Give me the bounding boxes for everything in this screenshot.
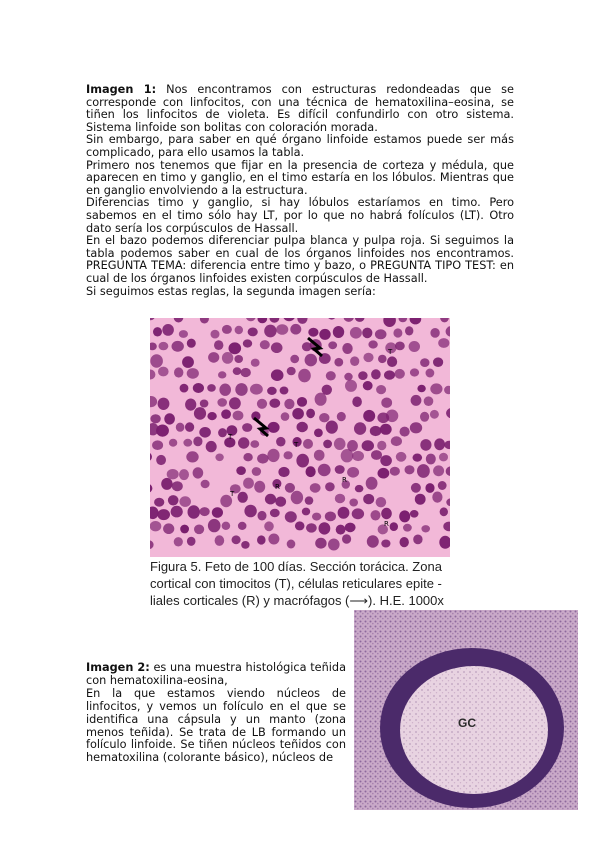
cell-nucleus: [306, 466, 316, 477]
cell-nucleus: [276, 437, 285, 447]
cell-nucleus: [342, 343, 352, 354]
cell-nucleus: [270, 509, 280, 517]
cell-nucleus: [200, 507, 210, 516]
cell-nucleus: [287, 367, 296, 375]
section2-heading: Imagen 2:: [86, 661, 150, 674]
cell-nucleus: [235, 326, 243, 334]
section1-heading: Imagen 1:: [86, 83, 157, 96]
cell-nucleus: [199, 427, 211, 438]
cell-nucleus: [187, 537, 196, 546]
cell-nucleus: [250, 440, 259, 448]
cell-nucleus: [154, 498, 164, 507]
thymus-micrograph-image: [150, 318, 450, 557]
cell-nucleus: [221, 409, 231, 419]
cell-nucleus: [290, 355, 299, 363]
cell-nucleus: [405, 326, 413, 335]
cell-nucleus: [229, 397, 241, 409]
cell-nucleus: [350, 356, 359, 366]
section1-line: En el bazo podemos diferenciar pulpa blanca y pulpa roja. Si seguimos la tabla podemos saber en cual de los órganos linfoides nos encontramos. PREGUNTA TEMA: diferencia entre timo y bazo, o PREGUNTA TIPO TEST: en cual de los órganos linfoides existen corpúsculos de Hassall.: [86, 234, 514, 285]
cell-nucleus: [150, 414, 160, 423]
cell-nucleus: [352, 508, 364, 519]
cell-nucleus: [425, 483, 434, 493]
cell-nucleus: [362, 328, 372, 339]
cell-nucleus: [319, 413, 329, 422]
cell-nucleus: [251, 359, 260, 367]
cell-nucleus: [243, 453, 252, 461]
cell-nucleus: [168, 495, 179, 505]
cell-nucleus: [167, 469, 179, 479]
cell-nucleus: [363, 353, 373, 362]
cell-nucleus: [238, 522, 247, 530]
cell-nucleus: [233, 411, 244, 421]
cell-nucleus: [367, 535, 379, 547]
cell-nucleus: [206, 441, 217, 452]
cell-nucleus: [241, 368, 251, 377]
cell-nucleus: [214, 340, 223, 350]
cell-label: R: [275, 483, 280, 491]
cell-nucleus: [238, 492, 248, 503]
cell-nucleus: [381, 398, 392, 408]
caption-line: Figura 5. Feto de 100 días. Sección torácica. Zona: [150, 559, 442, 574]
cell-nucleus: [417, 385, 425, 393]
cell-nucleus: [410, 422, 422, 433]
cell-nucleus: [349, 499, 358, 507]
cell-nucleus: [201, 480, 210, 488]
cell-nucleus: [325, 482, 335, 491]
cell-nucleus: [433, 357, 443, 367]
cell-nucleus: [188, 505, 200, 519]
cell-nucleus: [433, 465, 444, 476]
cell-nucleus: [156, 425, 169, 437]
cell-nucleus: [182, 356, 194, 368]
cell-nucleus: [410, 368, 419, 376]
cell-nucleus: [434, 438, 445, 450]
cell-nucleus: [424, 396, 434, 406]
cell-nucleus: [430, 328, 439, 338]
cell-nucleus: [185, 422, 194, 432]
cell-nucleus: [233, 367, 242, 375]
section1-line: Primero nos tenemos que fijar en la presencia de corteza y médula, que aparecen en timo y ganglio, en el timo estaría en los lóbulos. Mientras que en ganglio envolviendo a la estructura.: [86, 158, 514, 197]
cell-nucleus: [378, 355, 387, 363]
cell-nucleus: [158, 398, 170, 410]
cell-nucleus: [438, 481, 447, 490]
cell-label: T: [228, 433, 233, 441]
cell-nucleus: [363, 381, 373, 390]
cell-nucleus: [242, 423, 252, 432]
cell-nucleus: [193, 467, 204, 478]
cell-nucleus: [172, 481, 183, 491]
cell-nucleus: [380, 424, 392, 435]
cell-nucleus: [172, 341, 184, 352]
cell-nucleus: [276, 324, 288, 335]
cell-nucleus: [179, 496, 191, 507]
cell-nucleus: [375, 329, 387, 339]
cell-nucleus: [376, 497, 387, 507]
cell-nucleus: [319, 522, 331, 534]
cell-nucleus: [325, 512, 336, 522]
cell-nucleus: [370, 426, 382, 436]
cell-nucleus: [335, 494, 345, 503]
cell-nucleus: [211, 330, 220, 339]
section1-line: Diferencias timo y ganglio, si hay lóbulos estaríamos en timo. Pero sabemos en el timo sólo hay LT, por lo que no habrá folículos (LT). Otro dato sería los corpúsculos de Hassall.: [86, 196, 514, 235]
cell-nucleus: [426, 454, 436, 465]
cell-nucleus: [319, 329, 330, 340]
cell-nucleus: [420, 358, 429, 367]
cell-nucleus: [363, 494, 374, 504]
cell-nucleus: [257, 454, 268, 464]
cell-nucleus: [413, 454, 423, 462]
cell-nucleus: [305, 496, 314, 504]
germinal-center-label: GC: [458, 716, 476, 730]
cell-label: R: [384, 520, 389, 528]
cell-nucleus: [291, 491, 303, 504]
cell-nucleus: [415, 494, 426, 505]
cell-nucleus: [296, 454, 309, 468]
cell-nucleus: [400, 537, 409, 547]
cell-nucleus: [153, 327, 162, 336]
cell-nucleus: [200, 400, 209, 408]
cell-nucleus: [338, 507, 350, 519]
cell-nucleus: [342, 534, 351, 544]
cell-nucleus: [150, 521, 161, 531]
cell-nucleus: [362, 440, 374, 451]
cell-nucleus: [234, 355, 243, 363]
cell-nucleus: [297, 422, 308, 432]
cell-nucleus: [381, 540, 390, 548]
cell-nucleus: [345, 380, 357, 392]
cell-nucleus: [187, 368, 199, 379]
cell-nucleus: [411, 395, 422, 406]
cell-nucleus: [159, 342, 169, 350]
cell-nucleus: [265, 494, 276, 505]
cell-nucleus: [150, 354, 163, 367]
cell-nucleus: [371, 510, 381, 520]
cell-nucleus: [303, 439, 313, 449]
cell-nucleus: [194, 407, 206, 420]
cell-nucleus: [347, 467, 359, 478]
cell-nucleus: [409, 341, 420, 352]
cell-nucleus: [420, 412, 429, 422]
cell-nucleus: [208, 519, 221, 532]
cell-nucleus: [179, 330, 188, 338]
cell-nucleus: [334, 358, 343, 367]
section2-body: En la que estamos viendo núcleos de linfocitos, y vemos un folículo en el que se identifica una cápsula y un manto (zona menos teñida). Se trata de LB formando un folículo linfoide. Se tiñen núcleos teñidos con hematoxilina (colorante básico), núcleos de: [86, 686, 346, 765]
cell-nucleus: [248, 328, 258, 337]
cell-nucleus: [232, 535, 241, 544]
cell-nucleus: [393, 328, 402, 337]
cell-nucleus: [350, 327, 362, 339]
cell-nucleus: [312, 513, 321, 521]
section2-text: [86, 662, 346, 765]
cell-nucleus: [243, 339, 252, 347]
cell-nucleus: [354, 422, 366, 435]
cell-nucleus: [337, 412, 346, 421]
cell-nucleus: [241, 541, 249, 549]
cell-nucleus: [268, 534, 279, 545]
cell-nucleus: [284, 451, 293, 459]
cell-nucleus: [297, 397, 307, 407]
cell-nucleus: [417, 464, 430, 478]
cell-nucleus: [254, 481, 265, 493]
germinal-center-texture: [400, 666, 548, 794]
cell-nucleus: [186, 451, 198, 462]
cell-nucleus: [264, 325, 276, 338]
cell-nucleus: [308, 328, 318, 337]
lymph-follicle-micrograph-image: [354, 610, 578, 810]
cell-nucleus: [218, 428, 227, 437]
caption-line: cortical con timocitos (T), células reticulares epite -: [150, 576, 442, 591]
cell-nucleus: [193, 437, 202, 447]
cell-nucleus: [400, 427, 410, 437]
cell-nucleus: [157, 509, 170, 520]
cell-nucleus: [410, 510, 419, 518]
cell-nucleus: [318, 464, 331, 476]
cell-nucleus: [264, 521, 274, 531]
cell-nucleus: [328, 539, 340, 551]
cell-nucleus: [403, 524, 412, 532]
cell-nucleus: [162, 324, 174, 336]
cell-nucleus: [271, 369, 284, 381]
cell-nucleus: [161, 478, 172, 490]
cell-nucleus: [384, 370, 395, 379]
cell-nucleus: [180, 525, 189, 534]
caption-line: liales corticales (R) y macrófagos (⟶). H.E. 1000x: [150, 593, 444, 608]
cell-nucleus: [185, 399, 196, 411]
cell-nucleus: [183, 439, 192, 447]
cell-nucleus: [218, 371, 226, 378]
cell-nucleus: [280, 387, 289, 395]
cell-nucleus: [158, 367, 169, 377]
cell-label: T: [388, 348, 393, 356]
cell-nucleus: [252, 467, 261, 476]
cell-nucleus: [260, 340, 270, 349]
cell-nucleus: [275, 497, 286, 507]
cell-nucleus: [269, 399, 280, 408]
cell-nucleus: [399, 510, 410, 522]
cell-nucleus: [302, 508, 310, 516]
cell-nucleus: [352, 397, 362, 408]
cell-nucleus: [377, 441, 386, 450]
cell-nucleus: [176, 423, 185, 432]
cell-nucleus: [238, 437, 249, 448]
cell-nucleus: [378, 468, 390, 479]
cell-nucleus: [395, 342, 405, 351]
section1-intro: Imagen 1: Nos encontramos con estructuras redondeadas que se corresponde con linfocitos, con una técnica de hematoxilina–eosina, se tiñen los linfocitos de violeta. Es difícil confundirlo con otro sistema. Sistema linfoide son bolitas con coloración morada.: [86, 83, 514, 134]
cell-nucleus: [156, 455, 166, 465]
cell-nucleus: [314, 429, 323, 438]
cell-nucleus: [169, 439, 177, 447]
figure1-caption: [150, 558, 450, 609]
cell-nucleus: [290, 324, 301, 335]
cell-nucleus: [355, 485, 364, 492]
cell-nucleus: [284, 399, 294, 409]
cell-nucleus: [335, 465, 345, 474]
cell-nucleus: [212, 507, 223, 518]
cell-label: R: [342, 476, 347, 484]
cell-nucleus: [358, 371, 367, 380]
cell-nucleus: [295, 521, 305, 530]
cell-nucleus: [430, 383, 442, 394]
cell-nucleus: [314, 450, 325, 461]
cell-nucleus: [215, 454, 223, 462]
cell-nucleus: [257, 399, 267, 409]
cell-nucleus: [229, 342, 242, 354]
cell-nucleus: [250, 384, 263, 395]
cell-nucleus: [426, 369, 435, 378]
cell-nucleus: [344, 373, 352, 381]
cell-nucleus: [432, 492, 442, 503]
cell-nucleus: [215, 535, 225, 546]
cell-nucleus: [163, 523, 174, 534]
cell-nucleus: [268, 422, 280, 433]
cell-nucleus: [333, 326, 344, 338]
cell-nucleus: [420, 439, 431, 451]
cell-nucleus: [413, 535, 422, 545]
cell-nucleus: [298, 369, 311, 383]
cell-nucleus: [306, 523, 317, 532]
cell-nucleus: [371, 450, 382, 460]
cell-nucleus: [207, 412, 216, 420]
cell-nucleus: [222, 352, 233, 364]
cell-nucleus: [391, 436, 402, 446]
cell-nucleus: [306, 409, 315, 419]
cell-nucleus: [236, 466, 246, 475]
cell-nucleus: [271, 342, 283, 353]
cell-nucleus: [287, 540, 296, 549]
cell-nucleus: [267, 387, 277, 395]
cell-nucleus: [222, 522, 231, 530]
cell-nucleus: [380, 455, 392, 466]
cell-nucleus: [323, 440, 332, 449]
cell-nucleus: [179, 469, 189, 480]
section2-intro: Imagen 2: es una muestra histológica teñida con hematoxilina-eosina,: [86, 661, 346, 687]
cell-nucleus: [421, 525, 430, 532]
cell-nucleus: [257, 535, 266, 544]
lymph-follicle-micrograph: [354, 610, 578, 810]
thymus-micrograph: [150, 318, 450, 557]
cell-nucleus: [258, 511, 267, 521]
cell-nucleus: [193, 383, 204, 393]
cell-nucleus: [174, 367, 183, 377]
cell-nucleus: [207, 384, 216, 392]
cell-label: T: [230, 490, 235, 498]
cell-nucleus: [440, 507, 448, 516]
cell-nucleus: [405, 465, 415, 474]
cell-nucleus: [411, 483, 421, 493]
cell-nucleus: [368, 340, 377, 348]
cell-nucleus: [366, 477, 378, 490]
cell-nucleus: [396, 452, 407, 462]
cell-nucleus: [285, 511, 297, 522]
cell-nucleus: [386, 410, 398, 423]
cell-nucleus: [285, 483, 295, 493]
cell-nucleus: [326, 421, 338, 434]
cell-nucleus: [244, 505, 256, 518]
cell-nucleus: [222, 325, 232, 334]
cell-nucleus: [194, 525, 204, 535]
cell-nucleus: [174, 537, 183, 546]
cell-nucleus: [334, 438, 346, 450]
cell-nucleus: [363, 410, 375, 422]
section1-line: Si seguimos estas reglas, la segunda imagen sería:: [86, 284, 376, 298]
cell-nucleus: [292, 408, 304, 419]
cell-nucleus: [315, 393, 327, 406]
cell-nucleus: [219, 384, 231, 396]
cell-nucleus: [278, 467, 289, 477]
section1-line: Sin embargo, para saber en qué órgano linfoide estamos puede ser más complicado, para ello usamos la tabla.: [86, 133, 514, 159]
cell-label: T: [294, 441, 299, 449]
cell-nucleus: [352, 451, 364, 461]
cell-nucleus: [281, 412, 290, 421]
cell-nucleus: [217, 398, 227, 407]
cell-nucleus: [345, 523, 356, 533]
cell-nucleus: [376, 385, 386, 394]
cell-nucleus: [371, 369, 381, 379]
cell-nucleus: [395, 369, 405, 379]
cell-nucleus: [381, 508, 392, 519]
cell-nucleus: [180, 384, 189, 393]
cell-nucleus: [171, 506, 183, 518]
cell-nucleus: [152, 440, 163, 450]
cell-nucleus: [430, 410, 439, 419]
cell-nucleus: [235, 383, 247, 396]
cell-nucleus: [164, 413, 175, 424]
cell-nucleus: [336, 525, 346, 535]
cell-nucleus: [267, 449, 279, 462]
cell-nucleus: [310, 483, 321, 493]
section1-text: [86, 84, 514, 298]
cell-nucleus: [305, 354, 317, 367]
cell-nucleus: [390, 467, 400, 476]
cell-nucleus: [438, 338, 449, 348]
cell-nucleus: [387, 356, 397, 367]
cell-nucleus: [315, 538, 326, 549]
cell-nucleus: [243, 478, 254, 489]
cell-nucleus: [390, 522, 398, 531]
cell-nucleus: [187, 339, 196, 348]
cell-nucleus: [326, 371, 336, 380]
cell-nucleus: [208, 352, 219, 363]
cell-nucleus: [439, 453, 448, 462]
cell-nucleus: [341, 449, 354, 462]
cell-nucleus: [328, 341, 337, 349]
